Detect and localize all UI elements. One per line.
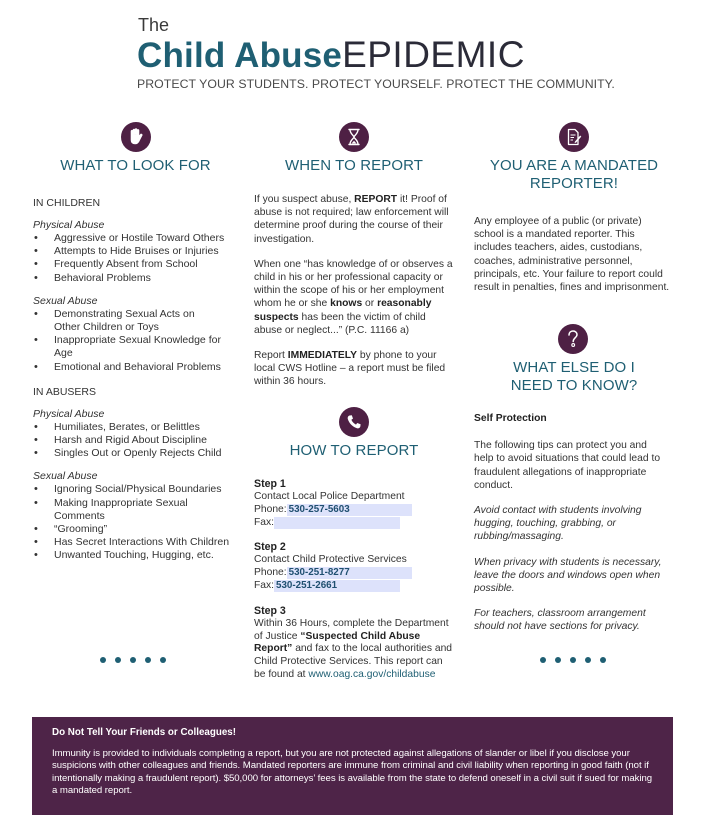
dot (100, 657, 106, 663)
text: When one “has knowledge of or observes a child in his or her professional capacity or within the scope of his or her employment whom he or she (254, 258, 453, 310)
tip-2: When privacy with students is necessary, leave the doors and windows open when possible. (474, 556, 662, 595)
list-item: • Humiliates, Berates, or Belittles (33, 421, 238, 434)
title-the: The (138, 15, 170, 35)
fax-label: Fax: (254, 579, 275, 591)
report-name: “Suspected Child Abuse Report” (254, 630, 421, 655)
emphasis-immediately: IMMEDIATELY (287, 350, 358, 362)
category-sexual-abuse: Sexual Abuse (33, 294, 98, 307)
text: has been the victim of child abuse or neglect...” (P.C. 11166 a) (254, 311, 426, 336)
when-paragraph-3 (254, 349, 454, 389)
dot (160, 657, 166, 663)
when-paragraph-2 (254, 258, 454, 337)
text: or (362, 298, 378, 310)
section-title: WHEN TO REPORT (284, 157, 424, 174)
category-physical-abuse: Physical Abuse (33, 407, 105, 420)
when-paragraph-1 (254, 193, 454, 246)
section-mandated-reporter (474, 122, 674, 294)
title-epidemic: EPIDEMIC (342, 34, 525, 75)
list-item: • Unwanted Touching, Hugging, etc. (33, 549, 233, 562)
self-protection-heading: Self Protection (474, 413, 547, 424)
hourglass-icon (339, 122, 369, 152)
list-abusers-physical (33, 421, 238, 461)
step-1-phone-field[interactable]: 530-257-5603 (287, 504, 412, 516)
question-mark-icon (558, 324, 588, 354)
subhead-in-children: IN CHILDREN (33, 197, 101, 209)
title-line: WHAT ELSE DO I (513, 359, 635, 376)
list-item: • Behavioral Problems (33, 272, 238, 285)
section-title (474, 157, 674, 193)
emphasis-knows: knows (330, 298, 363, 310)
list-item: • “Grooming” (33, 523, 233, 536)
list-item: • Singles Out or Openly Rejects Child (33, 447, 238, 460)
phone-icon (339, 407, 369, 437)
list-item: • Aggressive or Hostile Toward Others (33, 232, 238, 245)
emphasis-reasonably-suspects: reasonably suspects (254, 298, 432, 323)
text: Within 36 Hours, complete the Department of Justice (254, 617, 449, 642)
dot (115, 657, 121, 663)
emphasis-report: REPORT (354, 194, 398, 205)
hand-stop-icon (121, 122, 151, 152)
title-line: NEED TO KNOW? (510, 377, 638, 394)
step-2-fax-field[interactable]: 530-251-2661 (274, 580, 400, 592)
footer-banner (32, 717, 673, 815)
step-2-label: Step 2 (254, 541, 286, 554)
tip-3: For teachers, classroom arrangement should not have sections for privacy. (474, 608, 646, 633)
phone-label: Phone: (254, 567, 287, 579)
step-3-text (254, 618, 454, 682)
dot (585, 657, 591, 663)
list-item: • Inappropriate Sexual Knowledge for Age (33, 334, 223, 360)
list-children-physical (33, 232, 238, 285)
document-edit-icon (559, 122, 589, 152)
title-child-abuse: Child Abuse (137, 36, 343, 75)
step-2-text: Contact Child Protective Services (254, 554, 407, 566)
step-1-fax-field[interactable] (274, 517, 400, 529)
category-sexual-abuse: Sexual Abuse (33, 470, 98, 483)
list-item: • Making Inappropriate Sexual Comments (33, 497, 203, 523)
step-3-label: Step 3 (254, 604, 286, 617)
step-2-phone-row (254, 567, 454, 580)
dots-divider (98, 657, 168, 663)
section-title (474, 359, 674, 395)
section-title: WHAT TO LOOK FOR (60, 157, 211, 174)
step-1-phone-row (254, 504, 454, 517)
page-title (137, 35, 587, 75)
dot (600, 657, 606, 663)
list-children-sexual (33, 308, 223, 374)
list-item: • Demonstrating Sexual Acts on Other Children or Toys (33, 308, 223, 334)
page-header (137, 15, 615, 91)
list-item: • Ignoring Social/Physical Boundaries (33, 483, 233, 496)
text: Report (254, 350, 288, 362)
list-item: • Harsh and Rigid About Discipline (33, 434, 238, 447)
dots-divider (538, 657, 608, 663)
text: by phone to your local CWS Hotline – a report must be filed within 36 hours. (254, 350, 446, 388)
text: If you suspect abuse, (254, 194, 355, 205)
footer-text: Immunity is provided to individuals completing a report, but you are not protected against allegations of slander or libel if you disclose your suspicions with other colleagues and friends. Mandated reporters are immune from criminal and civil liability when reporting in good faith (not if intentionally making a fraudulent report). $50,000 for attorneys’ fees is available from the state to defend oneself in a civil suit if sued for making a mandated report. (52, 748, 653, 797)
dot (540, 657, 546, 663)
list-item: • Frequently Absent from School (33, 258, 238, 271)
step-1-text: Contact Local Police Department (254, 491, 405, 502)
step-2-phone-field[interactable]: 530-251-8277 (287, 567, 412, 579)
mandated-text: Any employee of a public (or private) school is a mandated reporter. This includes teachers, aides, custodians, coaches, administrative personnel, principals, etc. Your failure to report could result in penalties, fines and imprisonment. (474, 216, 670, 294)
list-item: • Attempts to Hide Bruises or Injuries (33, 245, 238, 258)
title-line: YOU ARE A MANDATED (489, 157, 659, 174)
section-title: HOW TO REPORT (289, 442, 419, 459)
step-1-fax-row (254, 517, 454, 530)
section-what-to-look-for (33, 122, 238, 563)
list-abusers-sexual (33, 483, 233, 562)
tip-1: Avoid contact with students involving hugging, touching, grabbing, or rubbing/massaging. (474, 505, 642, 543)
step-2-fax-row (254, 580, 454, 593)
footer-title: Do Not Tell Your Friends or Colleagues! (52, 727, 236, 738)
list-item: • Has Secret Interactions With Children (33, 536, 233, 549)
dot (555, 657, 561, 663)
dot (145, 657, 151, 663)
text: and fax to the local authorities and Child Protective Services. This report can be found at (254, 643, 453, 680)
tagline: PROTECT YOUR STUDENTS. PROTECT YOURSELF. PROTECT THE COMMUNITY. (137, 77, 615, 91)
section-what-else (474, 324, 684, 634)
list-item: • Emotional and Behavioral Problems (33, 361, 223, 374)
section-how-to-report (254, 407, 454, 682)
subhead-in-abusers: IN ABUSERS (33, 385, 97, 398)
step-1-label: Step 1 (254, 478, 286, 490)
fax-label: Fax: (254, 516, 275, 528)
dot (130, 657, 136, 663)
self-protection-intro: The following tips can protect you and help to avoid situations that could lead to fraudulent allegations of inappropriate conduct. (474, 440, 661, 491)
title-line: REPORTER! (529, 175, 619, 192)
text: it! Proof of abuse is not required; law enforcement will determine proof during the course of their investigation. (254, 194, 449, 245)
phone-label: Phone: (254, 503, 287, 515)
category-physical-abuse: Physical Abuse (33, 219, 105, 231)
section-when-to-report (254, 122, 454, 389)
oag-link[interactable]: www.oag.ca.gov/childabuse (308, 668, 436, 680)
dot (570, 657, 576, 663)
